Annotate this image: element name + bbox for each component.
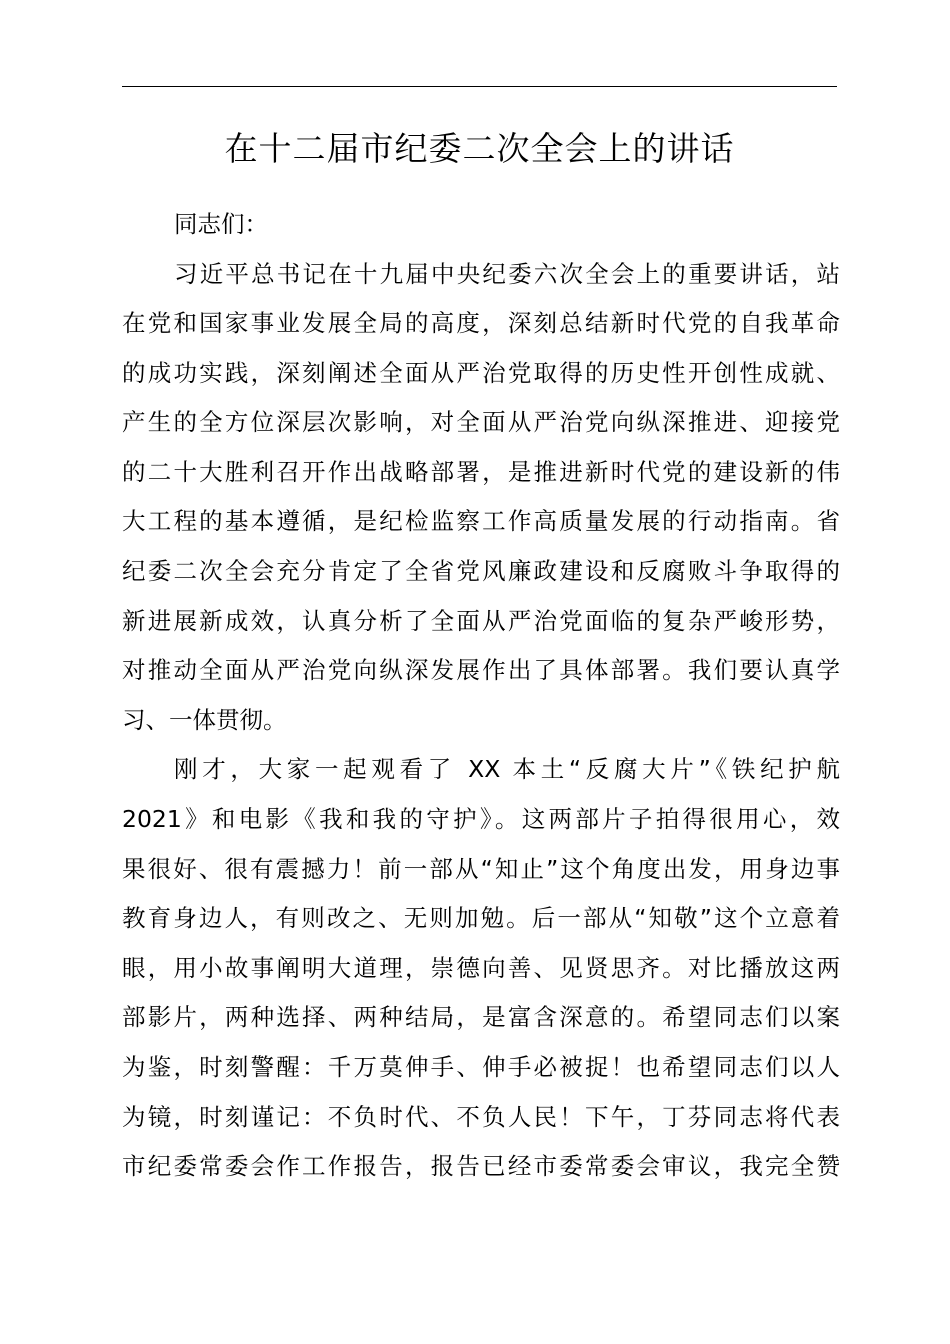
header-rule: [122, 86, 837, 87]
text-line: 纪委二次全会充分肯定了全省党风廉政建设和反腐败斗争取得的: [122, 557, 840, 586]
text-line: 为镜，时刻谨记：不负时代、不负人民！下午，丁芬同志将代表: [122, 1102, 840, 1131]
document-body: [122, 200, 840, 1192]
text-line: 产生的全方位深层次影响，对全面从严治党向纵深推进、迎接党: [122, 408, 840, 437]
salutation: 同志们：: [174, 210, 268, 238]
text-line: 教育身边人，有则改之、无则加勉。后一部从“知敬”这个立意着: [122, 904, 840, 933]
text-line: 2021》和电影《我和我的守护》。这两部片子拍得很用心，效: [122, 805, 840, 834]
text-line: 眼，用小故事阐明大道理，崇德向善、见贤思齐。对比播放这两: [122, 953, 840, 982]
paragraph-2: [122, 745, 840, 1191]
text-line: 的二十大胜利召开作出战略部署，是推进新时代党的建设新的伟: [122, 457, 840, 486]
text-line: 的成功实践，深刻阐述全面从严治党取得的历史性开创性成就、: [122, 358, 840, 387]
text-line: 习近平总书记在十九届中央纪委六次全会上的重要讲话，站: [174, 259, 840, 288]
text-line: 部影片，两种选择、两种结局，是富含深意的。希望同志们以案: [122, 1003, 840, 1032]
text-line: 刚才，大家一起观看了 XX 本土“反腐大片”《铁纪护航: [174, 755, 840, 784]
text-line: 新进展新成效，认真分析了全面从严治党面临的复杂严峻形势，: [122, 606, 840, 635]
page-title: 在十二届市纪委二次全会上的讲话: [224, 129, 735, 168]
text-line: 对推动全面从严治党向纵深发展作出了具体部署。我们要认真学: [122, 656, 840, 685]
paragraph-1: [122, 250, 840, 746]
text-line: 果很好、很有震撼力！前一部从“知止”这个角度出发，用身边事: [122, 854, 840, 883]
text-line: 为鉴，时刻警醒：千万莫伸手、伸手必被捉！也希望同志们以人: [122, 1053, 840, 1081]
text-line: 大工程的基本遵循，是纪检监察工作高质量发展的行动指南。省: [122, 507, 840, 536]
text-line: 在党和国家事业发展全局的高度，深刻总结新时代党的自我革命: [122, 309, 840, 338]
text-line: 习、一体贯彻。: [122, 705, 287, 734]
text-line: 市纪委常委会作工作报告，报告已经市委常委会审议，我完全赞: [122, 1152, 840, 1181]
